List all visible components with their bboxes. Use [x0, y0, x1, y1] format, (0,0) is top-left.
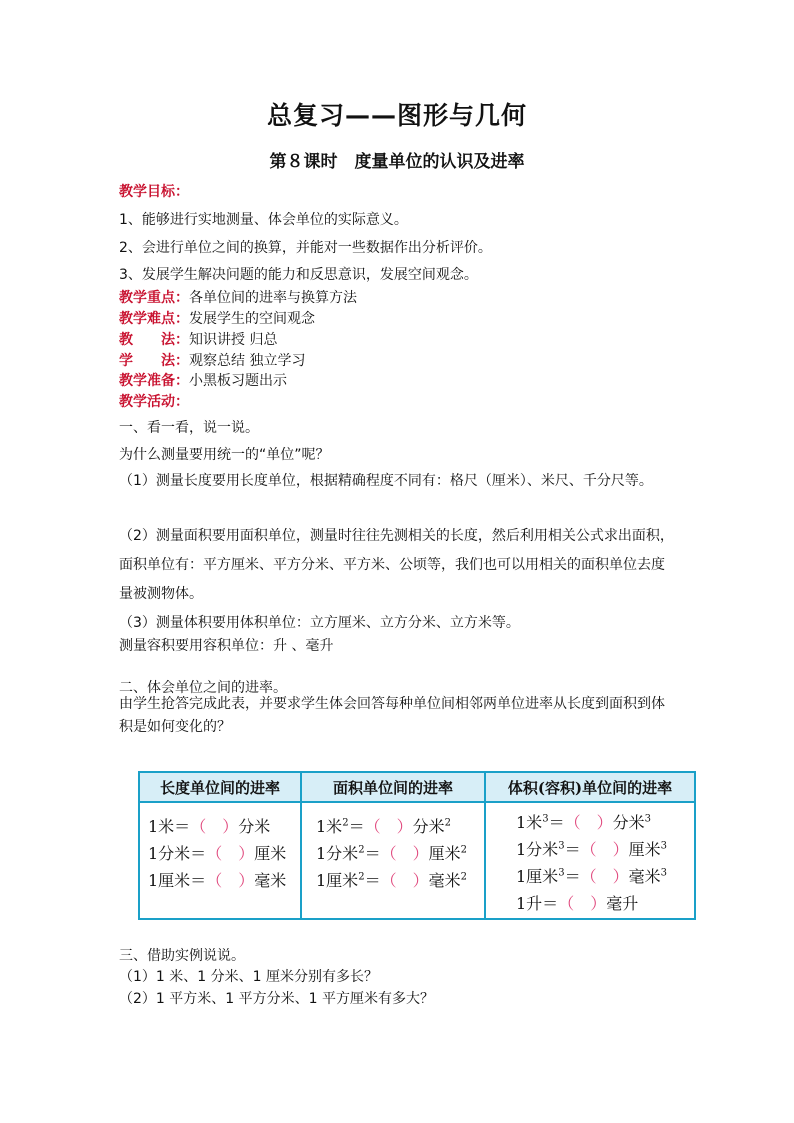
length-row-1: 1米＝（ ）分米: [148, 817, 271, 836]
teach-method-label: 教 法：: [119, 332, 189, 348]
section1-question: 为什么测量要用统一的“单位”呢？: [119, 447, 330, 463]
section3-question-2: （2）1 平方米、1 平方分米、1 平方厘米有多大？: [119, 991, 434, 1007]
goal-item-1: 1、能够进行实地测量、体会单位的实际意义。: [119, 212, 408, 228]
difficulty-label: 教学难点：: [119, 311, 189, 327]
area-column: [302, 803, 486, 918]
difficulty-text: 发展学生的空间观念: [189, 311, 315, 327]
section3-question-1: （1）1 米、1 分米、1 厘米分别有多长？: [119, 969, 378, 985]
volume-column: [486, 803, 694, 918]
section1-paragraph-3: （3）测量体积要用体积单位：立方厘米、立方分米、立方米等。: [119, 615, 520, 631]
section1-paragraph-1: （1）测量长度要用长度单位，根据精确程度不同有：格尺（厘米）、米尺、千分尺等。: [119, 473, 653, 489]
section1-paragraph-4: 测量容积要用容积单位：升 、毫升: [119, 638, 334, 654]
lesson-subtitle: 第８课时 度量单位的认识及进率: [269, 152, 525, 172]
goals-label: 教学目标：: [119, 184, 189, 200]
difficulty-row: [119, 308, 315, 328]
key-point-text: 各单位间的进率与换算方法: [189, 290, 357, 306]
teach-method-row: [119, 329, 277, 349]
length-column: [140, 803, 302, 918]
length-row-3: 1厘米＝（ ）毫米: [148, 871, 287, 890]
section1-paragraph-2: （2）测量面积要用面积单位，测量时往往先测相关的长度，然后利用相关公式求出面积，面积单位有：平方厘米、平方分米、平方米、公顷等，我们也可以用相关的面积单位去度量被测物体。: [119, 528, 674, 602]
prep-label: 教学准备：: [119, 373, 189, 389]
length-row-2: 1分米＝（ ）厘米: [148, 844, 287, 863]
header-volume: 体积(容积)单位间的进率: [507, 778, 673, 797]
prep-text: 小黑板习题出示: [189, 373, 287, 389]
volume-row-4: 1升＝（ ）毫升: [516, 894, 639, 913]
key-point-label: 教学重点：: [119, 290, 189, 306]
header-area: 面积单位间的进率: [302, 773, 486, 801]
learn-method-row: [119, 350, 305, 370]
learn-method-label: 学 法：: [119, 353, 189, 369]
section2-text: 由学生抢答完成此表，并要求学生体会回答每种单位间相邻两单位进率从长度到面积到体积是如何变化的？: [119, 696, 665, 735]
goal-item-3: 3、发展学生解决问题的能力和反思意识，发展空间观念。: [119, 267, 478, 283]
area-row-2: 1分米$^2$＝（ ）厘米$^2$: [316, 844, 468, 863]
volume-row-3: 1厘米$^3$＝（ ）毫米$^3$: [516, 867, 668, 886]
teach-method-text: 知识讲授 归总: [189, 332, 278, 348]
learn-method-text: 观察总结 独立学习: [189, 353, 306, 369]
area-row-3: 1厘米$^2$＝（ ）毫米$^2$: [316, 871, 468, 890]
key-point-row: [119, 287, 357, 307]
header-length: 长度单位间的进率: [140, 773, 302, 801]
unit-rate-table: [138, 771, 696, 920]
volume-row-1: 1米$^3$＝（ ）分米$^3$: [516, 813, 652, 832]
section3-heading: 三、借助实例说说。: [119, 948, 245, 964]
section1-heading: 一、看一看，说一说。: [119, 420, 259, 436]
goal-item-2: 2、会进行单位之间的换算，并能对一些数据作出分析评价。: [119, 240, 492, 256]
table-header-row: [140, 773, 694, 803]
area-row-1: 1米$^2$＝（ ）分米$^2$: [316, 817, 452, 836]
activities-label: 教学活动：: [119, 394, 189, 410]
section2-heading: 二、体会单位之间的进率。: [119, 680, 287, 696]
prep-row: [119, 370, 287, 390]
volume-row-2: 1分米$^3$＝（ ）厘米$^3$: [516, 840, 668, 859]
table-body-row: [140, 803, 694, 918]
page-title: 总复习——图形与几何: [266, 101, 527, 130]
